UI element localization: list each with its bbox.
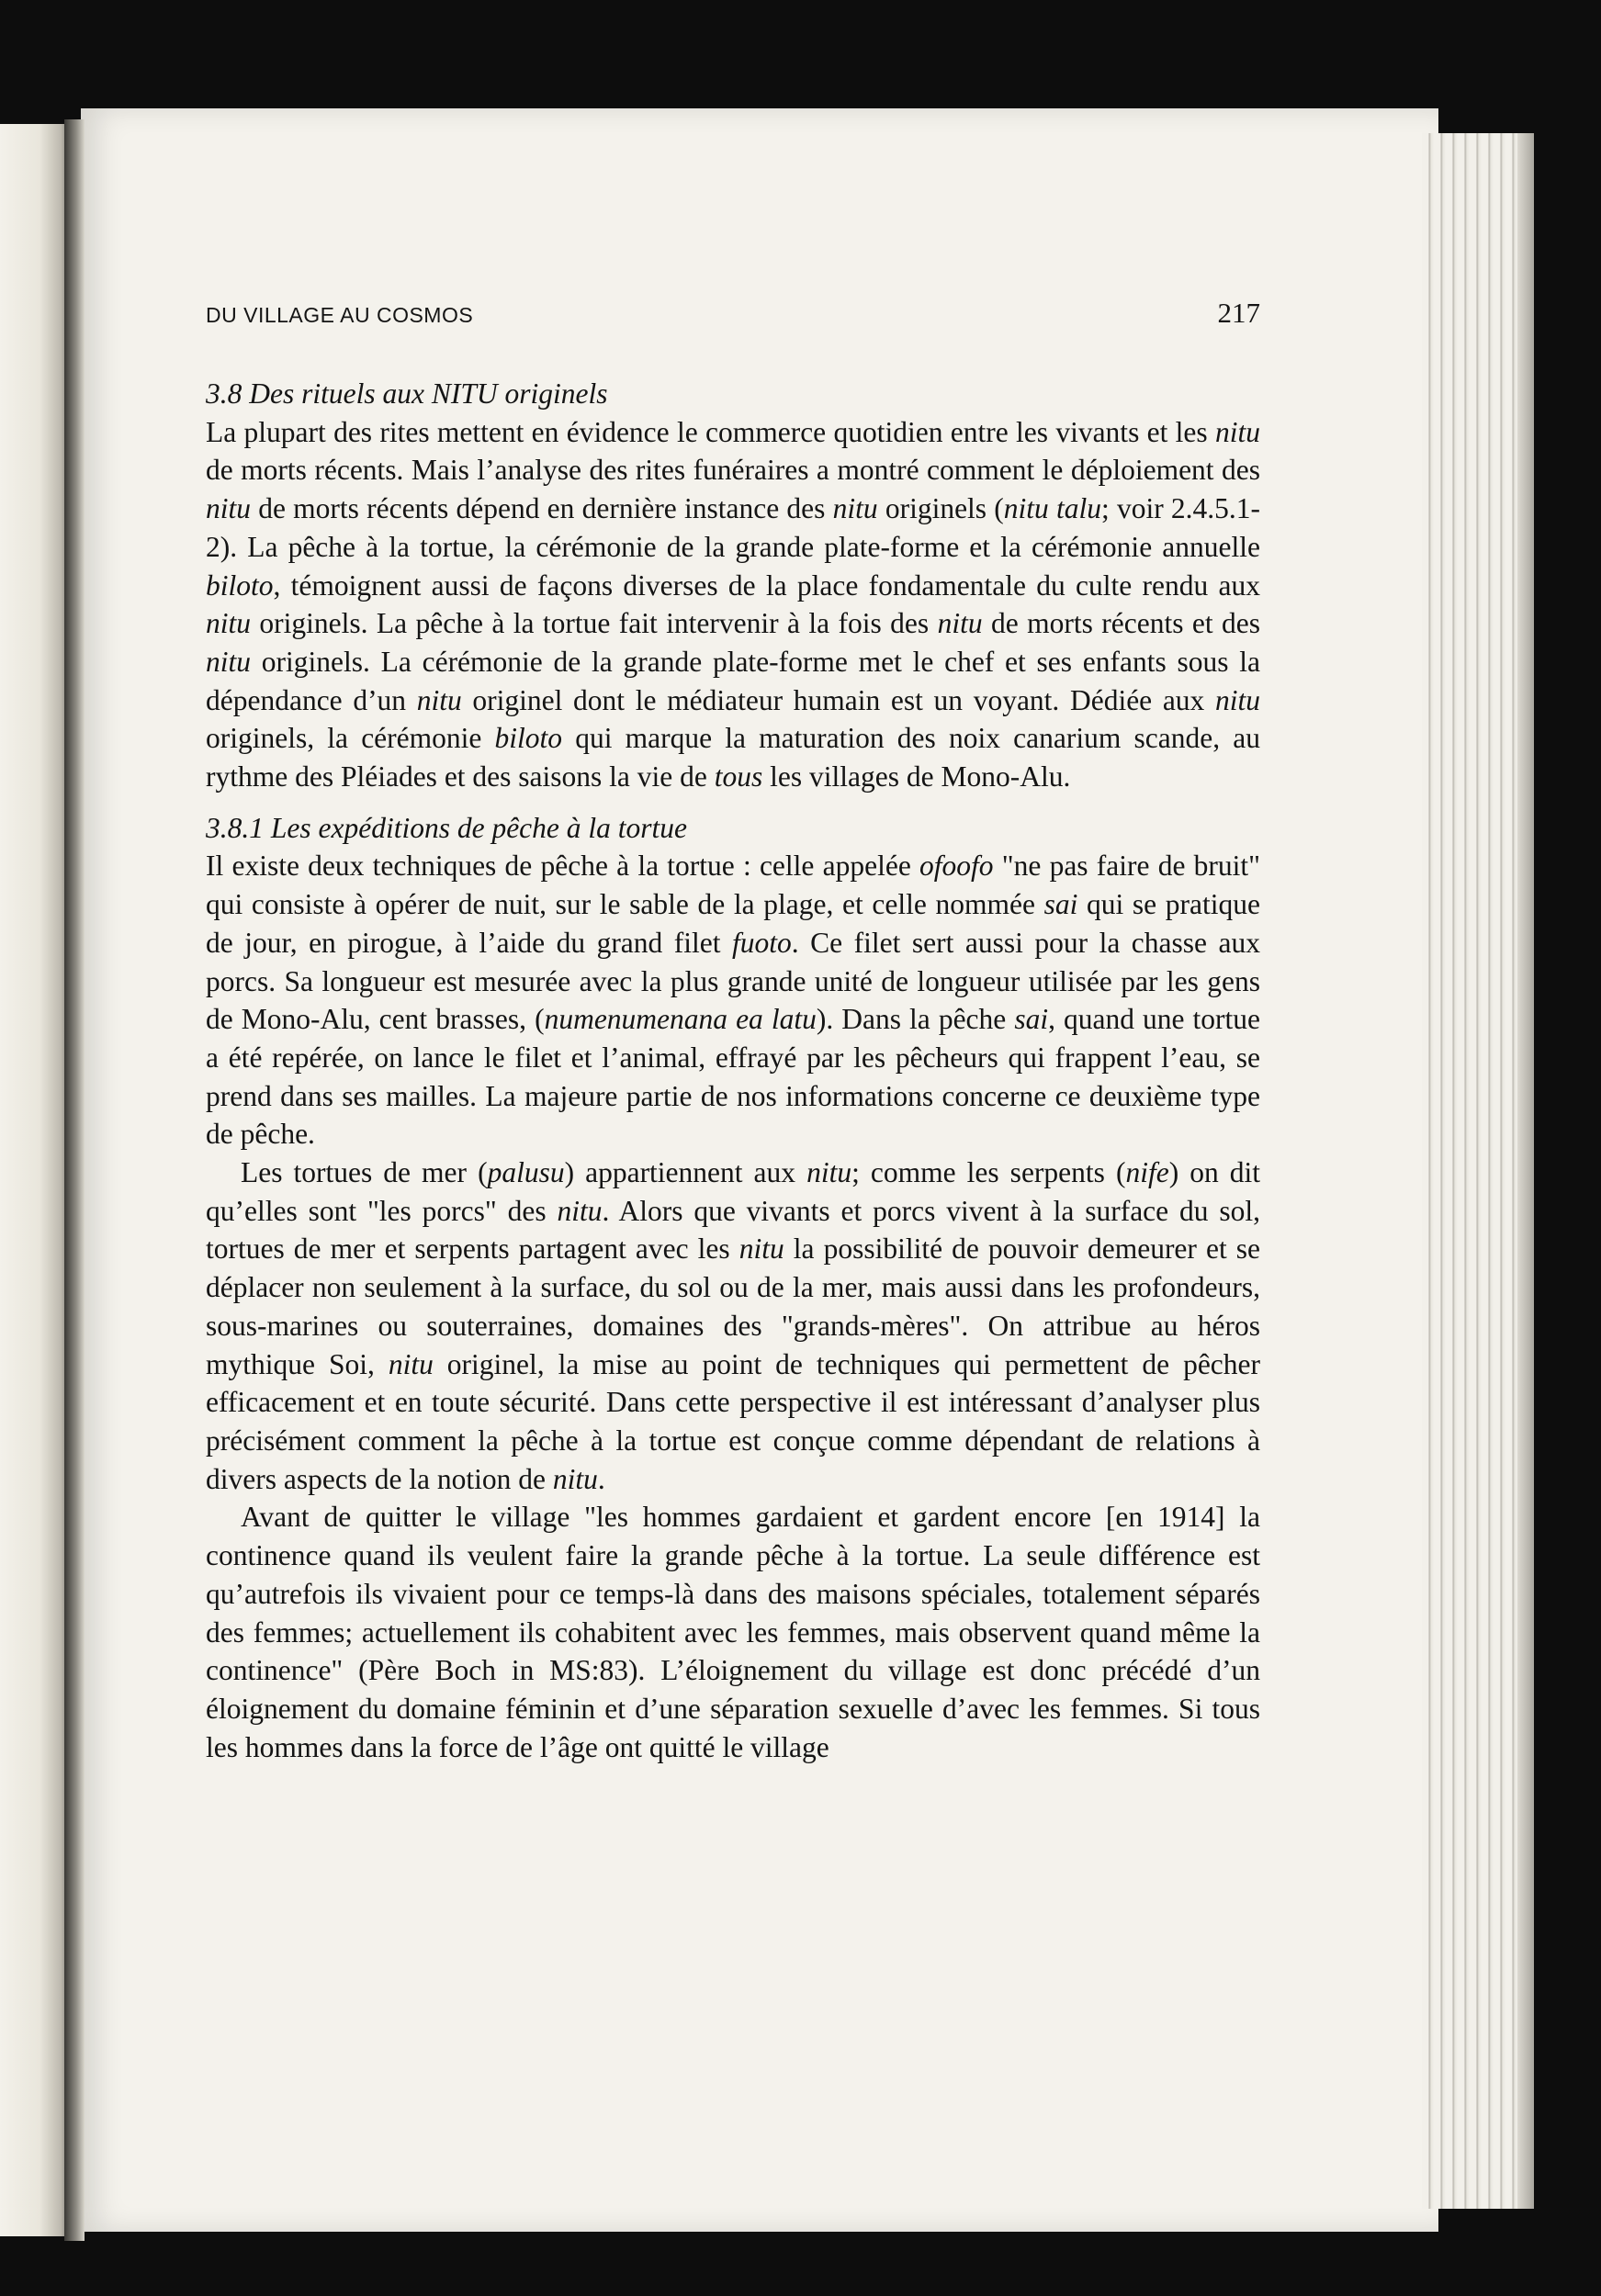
running-head [206, 294, 1260, 358]
subsection-paragraph-1: Il existe deux techniques de pêche à la tortue : celle appelée ofoofo "ne pas faire de bruit" qui consiste à opérer de nuit, sur le sable de la plage, et celle nommée sai qui se pratique de jour, en pirogue, à l’aide du grand filet fuoto. Ce filet sert aussi pour la chasse aux porcs. Sa longueur est mesurée avec la plus grande unité de longueur utilisée par les gens de Mono-Alu, cent brasses, (numenumenana ea latu). Dans la pêche sai, quand une tortue a été repérée, on lance le filet et l’animal, effrayé par les pêcheurs qui frappent l’eau, se prend dans ses mailles. La majeure partie de nos informations concerne ce deuxième type de pêche. [206, 850, 1261, 1151]
facing-page-edge [0, 124, 72, 2236]
italic-term: nife [1125, 1156, 1169, 1189]
page-stack-edges [1422, 133, 1534, 2209]
book-gutter [64, 119, 85, 2241]
page-number: 217 [1217, 297, 1260, 329]
italic-term: nitu [738, 1232, 784, 1266]
italic-term: sai [1014, 1003, 1049, 1036]
subsection-paragraph-2: Les tortues de mer (palusu) appartiennent aux nitu; comme les serpents (nife) on dit qu’elles sont "les porcs" des nitu. Alors que vivants et porcs vivent à la surface du sol, tortues de mer et serpents partagent avec les nitu la possibilité de pouvoir demeurer et se déplacer non seulement à la surface, du sol ou de la mer, mais aussi dans les profondeurs, sous-marines ou souterraines, domaines des "grands-mères". On attribue au héros mythique Soi, nitu originel, la mise au point de techniques qui permettent de pêcher efficacement et en toute sécurité. Dans cette perspective il est intéressant d’analyser plus précisément comment la pêche à la tortue est conçue comme dépendant de relations à divers aspects de la notion de nitu. [206, 1156, 1261, 1495]
italic-term: fuoto [732, 926, 792, 959]
italic-term: nitu [206, 492, 252, 525]
section-heading: 3.8 Des rituels aux NITU originels [206, 377, 608, 410]
italic-term: nitu [416, 683, 462, 716]
section-paragraph: La plupart des rites mettent en évidence le commerce quotidien entre les vivants et les nitu de morts récents. Mais l’analyse des rites funéraires a montré comment le déploiement des nitu de morts récents dépend en dernière instance des nitu originels (nitu talu; voir 2.4.5.1-2). La pêche à la tortue, la cérémonie de la grande plate-forme et la cérémonie annuelle biloto, témoignent aussi de façons diverses de la place fondamentale du culte rendu aux nitu originels. La pêche à la tortue fait intervenir à la fois des nitu de morts récents et des nitu originels. La cérémonie de la grande plate-forme met le chef et ses enfants sous la dépendance d’un nitu originel dont le médiateur humain est un voyant. Dédiée aux nitu originels, la cérémonie biloto qui marque la maturation des noix canarium scande, au rythme des Pléiades et des saisons la vie de tous les villages de Mono-Alu. [206, 415, 1261, 793]
italic-term: palusu [487, 1156, 565, 1189]
italic-term: biloto [494, 722, 563, 755]
italic-term: sai [1043, 888, 1078, 921]
italic-term: nitu [388, 1347, 434, 1380]
italic-term: nitu [206, 645, 252, 678]
italic-term: nitu [937, 607, 983, 640]
italic-term: nitu talu [1003, 492, 1101, 525]
italic-term: ofoofo [919, 850, 994, 883]
italic-term: nitu [1214, 415, 1260, 448]
subsection-paragraph-3: Avant de quitter le village "les hommes gardaient et gardent encore [en 1914] la continence quand ils veulent faire la grande pêche à la tortue. La seule différence est qu’autrefois ils vivaient pour ce temps-là dans des maisons spéciales, totalement séparés des femmes; actuellement ils cohabitent avec les femmes, mais observent quand même la continence" (Père Boch in MS:83). L’éloignement du village est donc précédé d’un éloignement du domaine féminin et d’une séparation sexuelle d’avec les femmes. Si tous les hommes dans la force de l’âge ont quitté le village [206, 1501, 1260, 1763]
italic-term: biloto [206, 568, 274, 602]
italic-term: nitu [832, 492, 878, 525]
italic-term: nitu [552, 1462, 598, 1495]
page-content [206, 294, 1260, 1766]
running-title: DU VILLAGE AU COSMOS [206, 303, 474, 327]
italic-term: nitu [806, 1156, 852, 1189]
italic-term: tous [714, 760, 763, 793]
italic-term: nitu [557, 1194, 603, 1227]
subsection-heading: 3.8.1 Les expéditions de pêche à la tortue [206, 811, 688, 844]
italic-term: nitu [206, 607, 252, 640]
italic-term: nitu [1214, 683, 1260, 716]
italic-term: numenumenana ea latu [544, 1003, 817, 1036]
